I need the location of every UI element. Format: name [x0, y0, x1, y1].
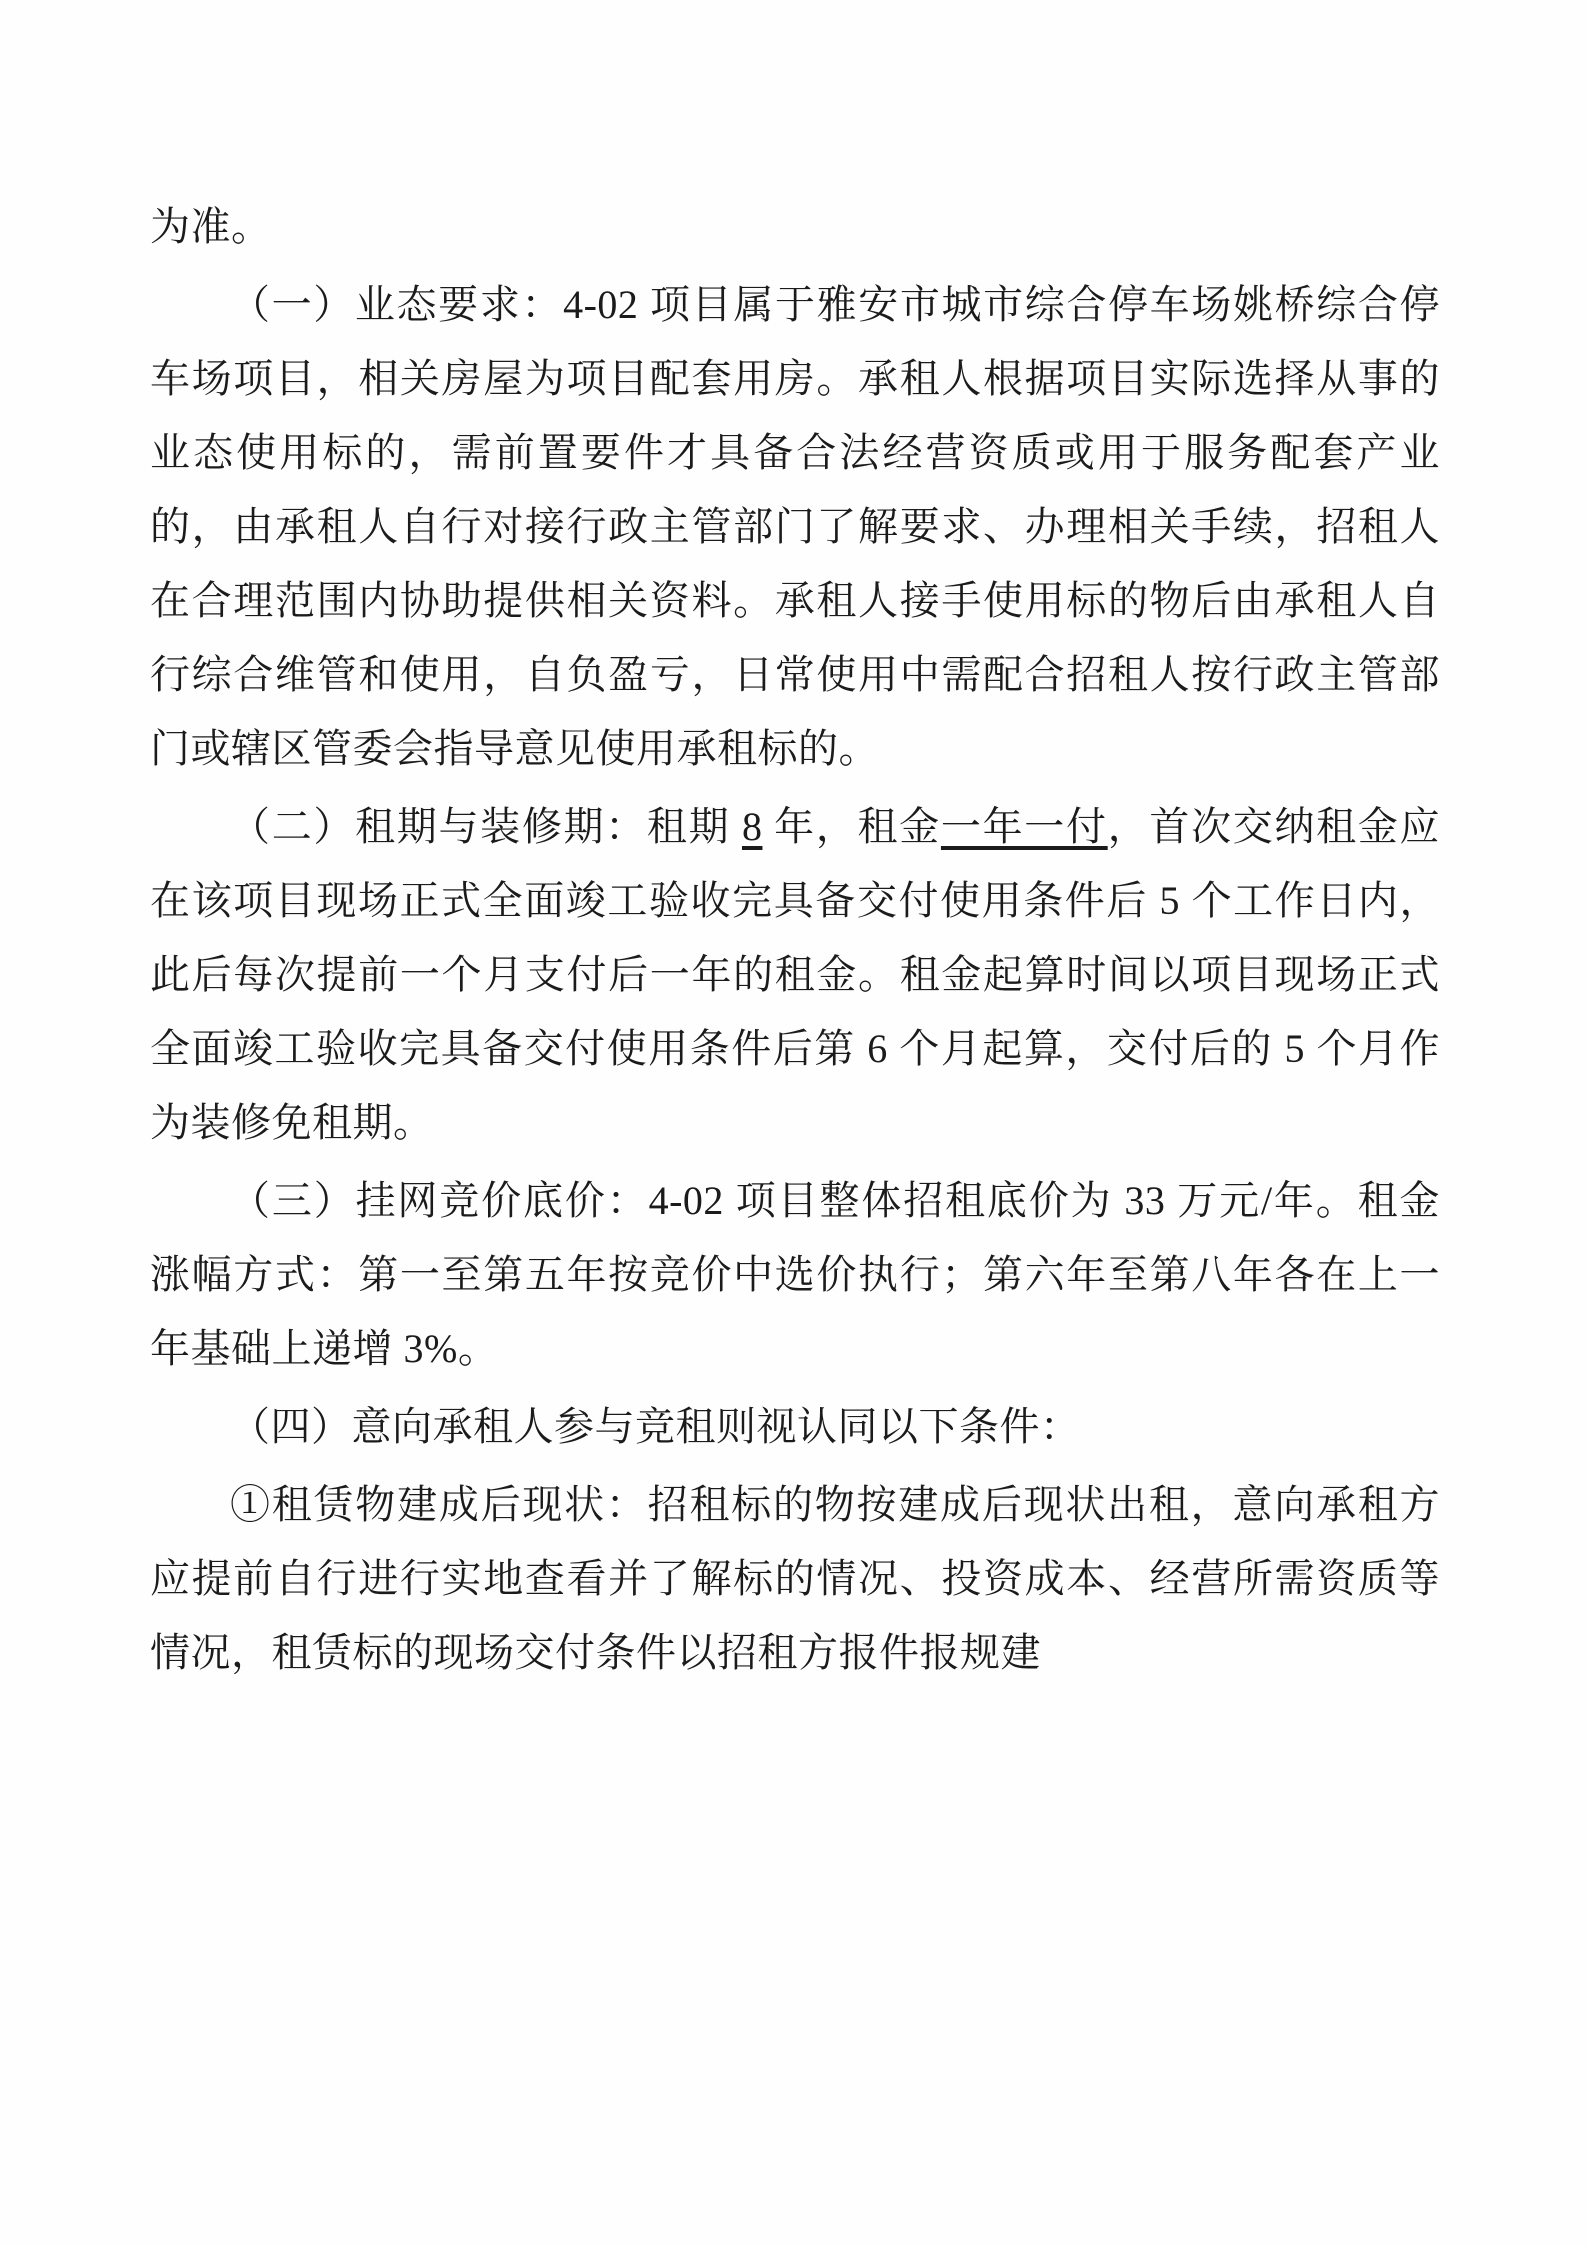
paragraph-floor-price: （三）挂网竞价底价：4-02 项目整体招租底价为 33 万元/年。租金涨幅方式：第一至第五年按竞价中选价执行；第六年至第八年各在上一年基础上递增 3%。 — [150, 1178, 1440, 1371]
lease-term-text-before: （二）租期与装修期：租期 — [230, 804, 742, 849]
lease-term-years-underlined: 8 — [741, 804, 763, 849]
lease-term-text-after: ，首次交纳租金应在该项目现场正式全面竣工验收完具备交付使用条件后 5 个工作日内，此后每次提前一个月支付后一年的租金。租金起算时间以项目现场正式全面竣工验收完具备交付使用条件后第 6 个月起算，交付后的 5 个月作为装修免租期。 — [150, 804, 1441, 1145]
paragraph-condition-item-1: ①租赁物建成后现状：招租标的物按建成后现状出租，意向承租方应提前自行进行实地查看并了解标的情况、投资成本、经营所需资质等情况，租赁标的现场交付条件以招租方报件报规建 — [150, 1482, 1440, 1675]
paragraph-business-requirements: （一）业态要求：4-02 项目属于雅安市城市综合停车场姚桥综合停车场项目，相关房屋为项目配套用房。承租人根据项目实际选择从事的业态使用标的，需前置要件才具备合法经营资质或用于服务配套产业的，由承租人自行对接行政主管部门了解要求、办理相关手续，招租人在合理范围内协助提供相关资料。承租人接手使用标的物后由承租人自行综合维管和使用，自负盈亏，日常使用中需配合招租人按行政主管部门或辖区管委会指导意见使用承租标的。 — [150, 282, 1440, 771]
paragraph-conditions-heading: （四）意向承租人参与竞租则视认同以下条件： — [230, 1404, 1081, 1449]
document-body — [150, 190, 1440, 1690]
rent-payment-frequency-underlined: 一年一付 — [940, 804, 1108, 849]
lease-term-text-mid: 年，租金 — [762, 804, 941, 849]
paragraph-lease-term — [150, 790, 1440, 1160]
paragraph-continuation: 为准。 — [150, 204, 272, 249]
